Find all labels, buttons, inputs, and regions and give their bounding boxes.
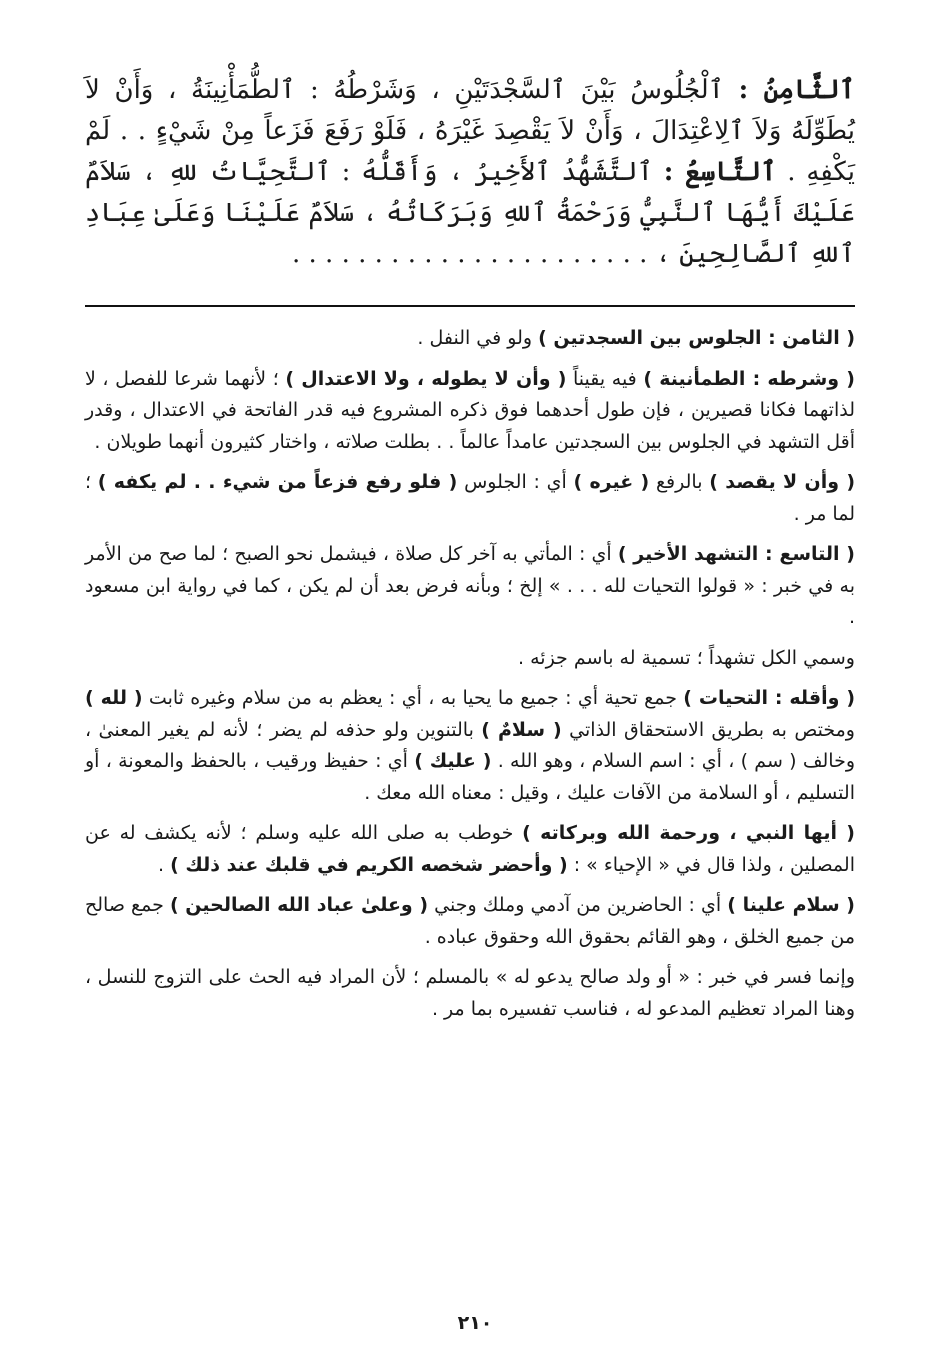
commentary-text: ولو في النفل . [417, 327, 539, 349]
commentary-text: وإنما فسر في خبر : « أو ولد صالح يدعو له » بالمسلم ؛ لأن المراد فيه الحث على التزوج للنسل ، وهنا المراد تعظيم المدعو له ، فناسب تفسيره بما مر . [85, 966, 855, 1020]
commentary-paragraph [85, 364, 855, 459]
quoted-matn: ( الثامن : الجلوس بين السجدتين ) [538, 327, 855, 349]
quoted-matn: ( غيره ) [573, 471, 650, 493]
commentary-text: وسمي الكل تشهداً ؛ تسمية له باسم جزئه . [518, 646, 855, 669]
commentary-paragraph [85, 539, 855, 634]
commentary-text: أي : الحاضرين من آدمي وملك وجني [428, 894, 728, 916]
separator-line [85, 305, 855, 307]
commentary-text: أي : الجلوس [457, 471, 574, 493]
quoted-matn: ( فلو رفع فزعاً من شيء . . لم يكفه ) [97, 471, 458, 493]
commentary-text: ؛ لما مر . [85, 471, 855, 525]
commentary-paragraph [85, 818, 855, 881]
commentary-paragraph [85, 467, 855, 530]
page-number: ٢١٠ [457, 1312, 493, 1334]
matn-heading-ninth: ٱلتَّاسِعُ : [663, 157, 777, 187]
matn-text [85, 70, 855, 275]
commentary [85, 323, 855, 1025]
quoted-matn: ( لله ) [85, 687, 143, 709]
quoted-text: ( وأحضر شخصه الكريم في قلبك عند ذلك ) [170, 853, 568, 876]
commentary-text: أي : حفيظ ورقيب ، بالحفظ والمعونة ، أو التسليم ، أو السلامة من الآفات عليك ، وقيل : معناه الله معك . [85, 750, 855, 804]
commentary-paragraph [85, 323, 855, 355]
commentary-paragraph [85, 890, 855, 953]
commentary-text: خوطب به صلى الله عليه وسلم ؛ لأنه يكشف له عن المصلين ، ولذا قال في « الإحياء » : [85, 822, 855, 876]
quoted-matn: ( وعلىٰ عباد الله الصالحين ) [169, 894, 429, 916]
quoted-matn: ( وأن لا يطوله ، ولا الاعتدال ) [285, 367, 567, 390]
quoted-matn: ( سلامٌ ) [481, 718, 562, 741]
commentary-text: أي : المأتي به آخر كل صلاة ، فيشمل نحو الصبح ؛ لما صح من الأمر به في خبر : « قولوا التحيات لله . . . » إلخ ؛ وبأنه فرض بعد أن لم يكن ، كما في رواية ابن مسعود . [85, 543, 855, 628]
quoted-matn: ( وأقله : التحيات ) [683, 687, 856, 709]
commentary-paragraph [85, 962, 855, 1025]
commentary-text: فيه يقيناً [566, 367, 644, 390]
matn-eighth-text: ٱلْجُلُوسُ بَيْنَ ٱلسَّجْدَتَيْنِ ، وَشَرْطُهُ : ٱلطُّمَأْنِينَةُ ، وَأَنْ لاَ يُطَوِّلَهُ وَلاَ ٱلِاعْتِدَالَ ، وَأَنْ لاَ يَقْصِدَ غَيْرَهُ ، فَلَوْ رَفَعَ فَزَعاً مِنْ شَيْءٍ . . لَمْ يَكْفِهِ . [85, 75, 856, 187]
commentary-text: بالتنوين ولو حذفه لم يضر ؛ لأنه لم يغير المعنىٰ ، وخالف ( سم ) ، أي : اسم السلام ، وهو الله . [85, 718, 855, 772]
commentary-paragraph [85, 643, 855, 675]
commentary-text: جمع صالح من جميع الخلق ، وهو القائم بحقوق الله وحقوق عباده . [85, 894, 855, 948]
commentary-text: ؛ لأنهما شرعا للفصل ، لا لذاتهما فكانا قصيرين ، فإن طول أحدهما فوق ذكره المشروع فيه قدر الفاتحة في الاعتدال ، وقدر أقل التشهد في الجلوس بين السجدتين عامداً عالماً . . بطلت صلاته ، واختار كثيرون أنهما طويلان . [85, 367, 855, 453]
quoted-matn: ( وأن لا يقصد ) [709, 471, 856, 493]
commentary-text: بالرفع [649, 471, 710, 493]
commentary-paragraph [85, 683, 855, 809]
commentary-text: ومختص به بطريق الاستحقاق الذاتي [561, 718, 855, 741]
quoted-matn: ( التاسع : التشهد الأخير ) [617, 543, 855, 565]
quoted-matn: ( سلام علينا ) [727, 894, 855, 916]
quoted-matn: ( عليك ) [414, 750, 492, 772]
page-content [85, 70, 855, 1034]
quoted-matn: ( وشرطه : الطمأنينة ) [643, 367, 855, 390]
commentary-text: . [158, 853, 171, 876]
commentary-text: جمع تحية أي : جميع ما يحيا به ، أي : يعظم به من سلام وغيره ثابت [142, 687, 684, 709]
quoted-matn: ( أيها النبي ، ورحمة الله وبركاته ) [522, 822, 855, 844]
matn-ninth-text: ٱلتَّشَهُّدُ ٱلأَخِيرُ ، وَأَقَلُّهُ : ٱلتَّحِيَّاتُ للهِ ، سَلاَمٌ عَلَيْكَ أَيُّهَا ٱلنَّبِيُّ وَرَحْمَةُ ٱللهِ وَبَرَكَاتُهُ ، سَلاَمٌ عَلَيْنَا وَعَلَىٰ عِبَادِ ٱللهِ ٱلصَّالِحِينَ ، . . . . . . . . . . . . . . . . . . . . . . [85, 157, 855, 269]
matn-heading-eighth: ٱلثَّامِنُ : [738, 75, 856, 105]
